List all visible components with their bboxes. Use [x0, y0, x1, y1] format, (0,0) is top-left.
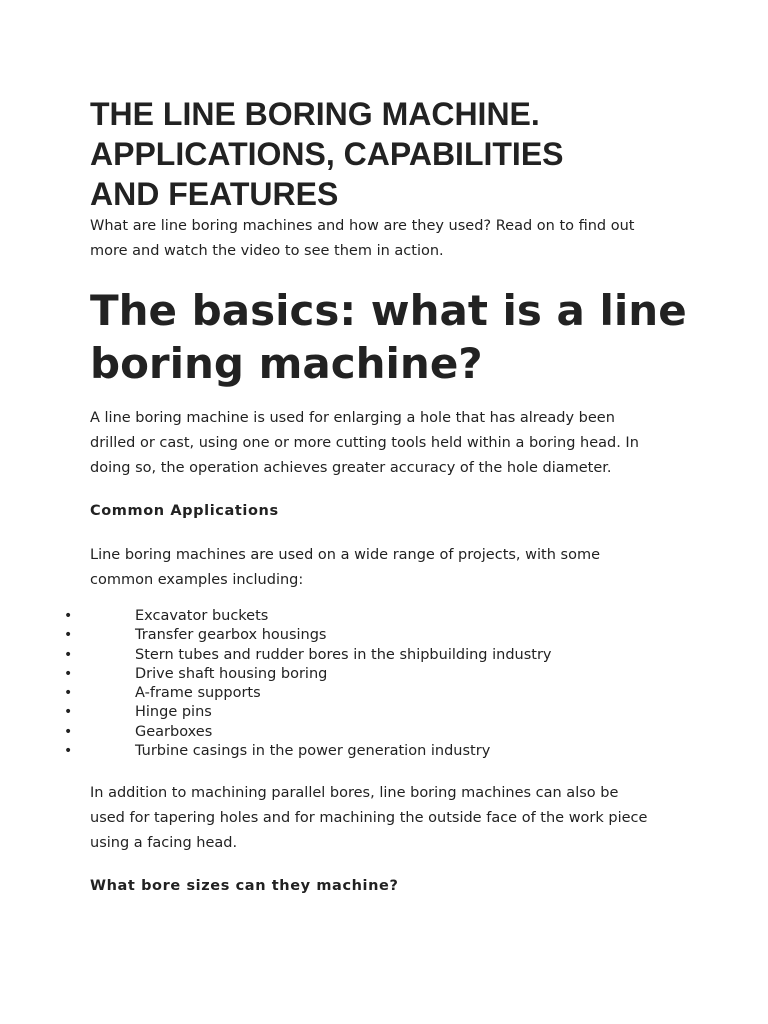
list-item-text: Drive shaft housing boring: [135, 665, 328, 682]
list-item-text: Turbine casings in the power generation industry: [135, 743, 491, 760]
additional-paragraph-line: In addition to machining parallel bores, line boring machines can also be: [90, 785, 619, 802]
list-item-text: Stern tubes and rudder bores in the shipbuilding industry: [135, 646, 552, 663]
list-item: [64, 742, 690, 761]
bore-sizes-heading: What bore sizes can they machine?: [90, 878, 399, 895]
bullet-icon: •: [64, 608, 73, 624]
basics-paragraph: [90, 406, 690, 481]
list-item-text: A-frame supports: [135, 685, 261, 702]
additional-paragraph-line: used for tapering holes and for machining the outside face of the work piece: [90, 810, 648, 827]
intro-line: What are line boring machines and how are they used? Read on to find out: [90, 218, 635, 234]
bullet-icon: •: [64, 627, 73, 644]
list-item-text: Gearboxes: [135, 723, 213, 740]
applications-intro-line: common examples including:: [90, 572, 304, 588]
list-item: [64, 607, 690, 626]
document-title-line: AND FEATURES: [90, 176, 339, 212]
applications-intro-line: Line boring machines are used on a wide range of projects, with some: [90, 547, 600, 563]
list-item: [64, 626, 690, 645]
list-item: [64, 646, 690, 665]
bullet-icon: •: [64, 743, 73, 760]
basics-heading-line: The basics: what is a line: [90, 286, 687, 335]
basics-paragraph-line: doing so, the operation achieves greater accuracy of the hole diameter.: [90, 460, 612, 476]
document-title-line: APPLICATIONS, CAPABILITIES: [90, 136, 564, 172]
basics-paragraph-line: drilled or cast, using one or more cutting tools held within a boring head. In: [90, 435, 639, 451]
basics-paragraph-line: A line boring machine is used for enlarging a hole that has already been: [90, 410, 615, 426]
bullet-icon: •: [64, 685, 73, 702]
intro-paragraph: [90, 214, 690, 264]
list-item-text: Excavator buckets: [135, 608, 269, 624]
common-applications-heading: Common Applications: [90, 503, 279, 519]
bullet-icon: •: [64, 646, 73, 663]
additional-paragraph: [90, 781, 690, 856]
applications-list: [64, 607, 690, 761]
document-title: [90, 94, 690, 214]
document-content: [64, 94, 690, 896]
basics-heading-line: boring machine?: [90, 339, 483, 388]
list-item-text: Transfer gearbox housings: [135, 627, 327, 644]
list-item: [64, 703, 690, 722]
document-title-line: THE LINE BORING MACHINE.: [90, 96, 540, 132]
list-item: [64, 665, 690, 684]
additional-paragraph-line: using a facing head.: [90, 835, 238, 852]
basics-heading: [90, 284, 690, 390]
applications-intro: [90, 543, 690, 593]
intro-line: more and watch the video to see them in action.: [90, 243, 444, 259]
list-item-text: Hinge pins: [135, 704, 212, 721]
bullet-icon: •: [64, 723, 73, 740]
list-item: [64, 684, 690, 703]
bullet-icon: •: [64, 665, 73, 682]
bullet-icon: •: [64, 704, 73, 721]
list-item: [64, 723, 690, 742]
